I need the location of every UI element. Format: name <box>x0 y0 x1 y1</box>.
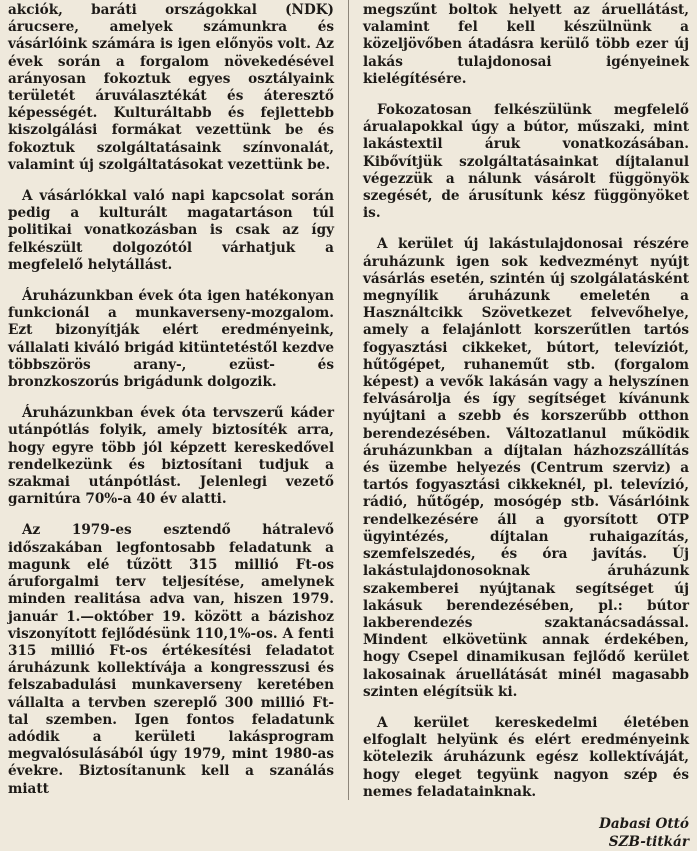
signature-block <box>363 815 689 851</box>
paragraph: Áruházunkban évek óta igen hatékonyan funkcionál a munkaverseny-mozgalom. Ezt bizonyítják elért eredményeink, vállalati kiváló brigád kitüntetéstől kezdve többszörös arany-, ezüst- és bronzkoszorús brigádunk dolgozik. <box>8 288 334 391</box>
paragraph: A vásárlókkal való napi kapcsolat során pedig a kulturált magatartáson túl politikai vonatkozásban is csak az így felkészült dolgozótól várhatjuk a megfelelő helytállást. <box>8 188 334 273</box>
paragraph: akciók, baráti országokkal (NDK) árucsere, amelyek számunkra és vásárlóink számára is igen előnyös volt. Az évek során a forgalom növekedésével arányosan fokoztuk egyes osztályaink területét áruválasztékát és áteresztő képességét. Kulturáltabb és fejlettebb kiszolgálási formákat vezettünk be és fokoztuk szolgáltatásaink színvonalát, valamint új szolgáltatásokat vezettünk be. <box>8 2 334 173</box>
article-column-left <box>8 2 334 800</box>
author-name: Dabasi Ottó <box>599 815 689 832</box>
author-title: SZB-titkár <box>608 833 689 850</box>
paragraph: Az 1979-es esztendő hátralevő időszakában legfontosabb feladatunk a magunk elé tűzött 315 millió Ft-os áruforgalmi terv teljesítése, amelynek minden realitása adva van, hiszen 1979. január 1.—október 19. között a bázishoz viszonyított fejlődésünk 110,1%-os. A fenti 315 millió Ft-os értékesítési feladatot áruházunk kollektívája a kongresszusi és felszabadulási munkaverseny keretében vállalta a tervben szereplő 300 millió Ft-tal szemben. Igen fontos feladatunk adódik a kerületi lakásprogram megvalósulásából úgy 1979, mint 1980-as évekre. Biztosítanunk kell a szanálás miatt <box>8 522 334 797</box>
paragraph: Fokozatosan felkészülünk megfelelő árualapokkal úgy a bútor, műszaki, mint lakástextil áruk vonatkozásában. Kibővítjük szolgáltatásainkat díjtalanul végezzük a nálunk vásárolt függönyök szegését, de árusítunk kész függönyöket is. <box>363 102 689 222</box>
article-column-right <box>363 2 689 850</box>
paragraph: A kerület kereskedelmi életében elfoglalt helyünk és elért eredményeink kötelezik áruházunk egész kollektíváját, hogy eleget tegyünk nagyon szép és nemes feladatainknak. <box>363 714 689 800</box>
paragraph: Áruházunkban évek óta tervszerű káder utánpótlás folyik, amely biztosíték arra, hogy egyre több jól képzett kereskedővel rendelkezünk és biztosítani tudjuk a szakmai utánpótlást. Jelenlegi vezető garnitúra 70%-a 40 év alatti. <box>8 405 334 508</box>
paragraph: megszűnt boltok helyett az áruellátást, valamint fel kell készülnünk a közeljövőben átadásra kerülő több ezer új lakás tulajdonosai igényeinek kielégítésére. <box>363 2 689 87</box>
paragraph: A kerület új lakástulajdonosai részére áruházunk igen sok kedvezményt nyújt vásárlás esetén, szintén új szolgálatásként megnyílik áruházunk emeletén a Használtcikk Szövetkezet felvevőhelye, amely a felajánlott korszerűtlen tartós fogyasztási cikkeket, bútort, televíziót, hűtőgépet, ruhaneműt stb. (forgalom képest) a vevők lakásán vagy a helyszínen felvásárolja és így segítséget kívánunk nyújtani a szebb és korszerűbb otthon berendezésében. Változatlanul működik áruházunkban a díjtalan házhozszállítás és üzembe helyezés (Centrum szerviz) a tartós fogyasztási cikkeknél, pl. televízió, rádió, hűtőgép, mosógép stb. Vásárlóink rendelkezésére áll a gyorsított OTP ügyintézés, díjtalan ruhaigazítás, szemfelszedés, és óra javítás. Új lakástulajdonosoknak áruházunk szakemberei nyújtanak segítséget új lakásuk berendezésében, pl.: bútor lakberendezés szaktanácsadással. Mindent elkövetünk annak érdekében, hogy Csepel dinamikusan fejlődő kerület lakosainak áruellátását minél magasabb szinten elégítsük ki. <box>363 236 689 700</box>
column-divider <box>348 0 349 800</box>
